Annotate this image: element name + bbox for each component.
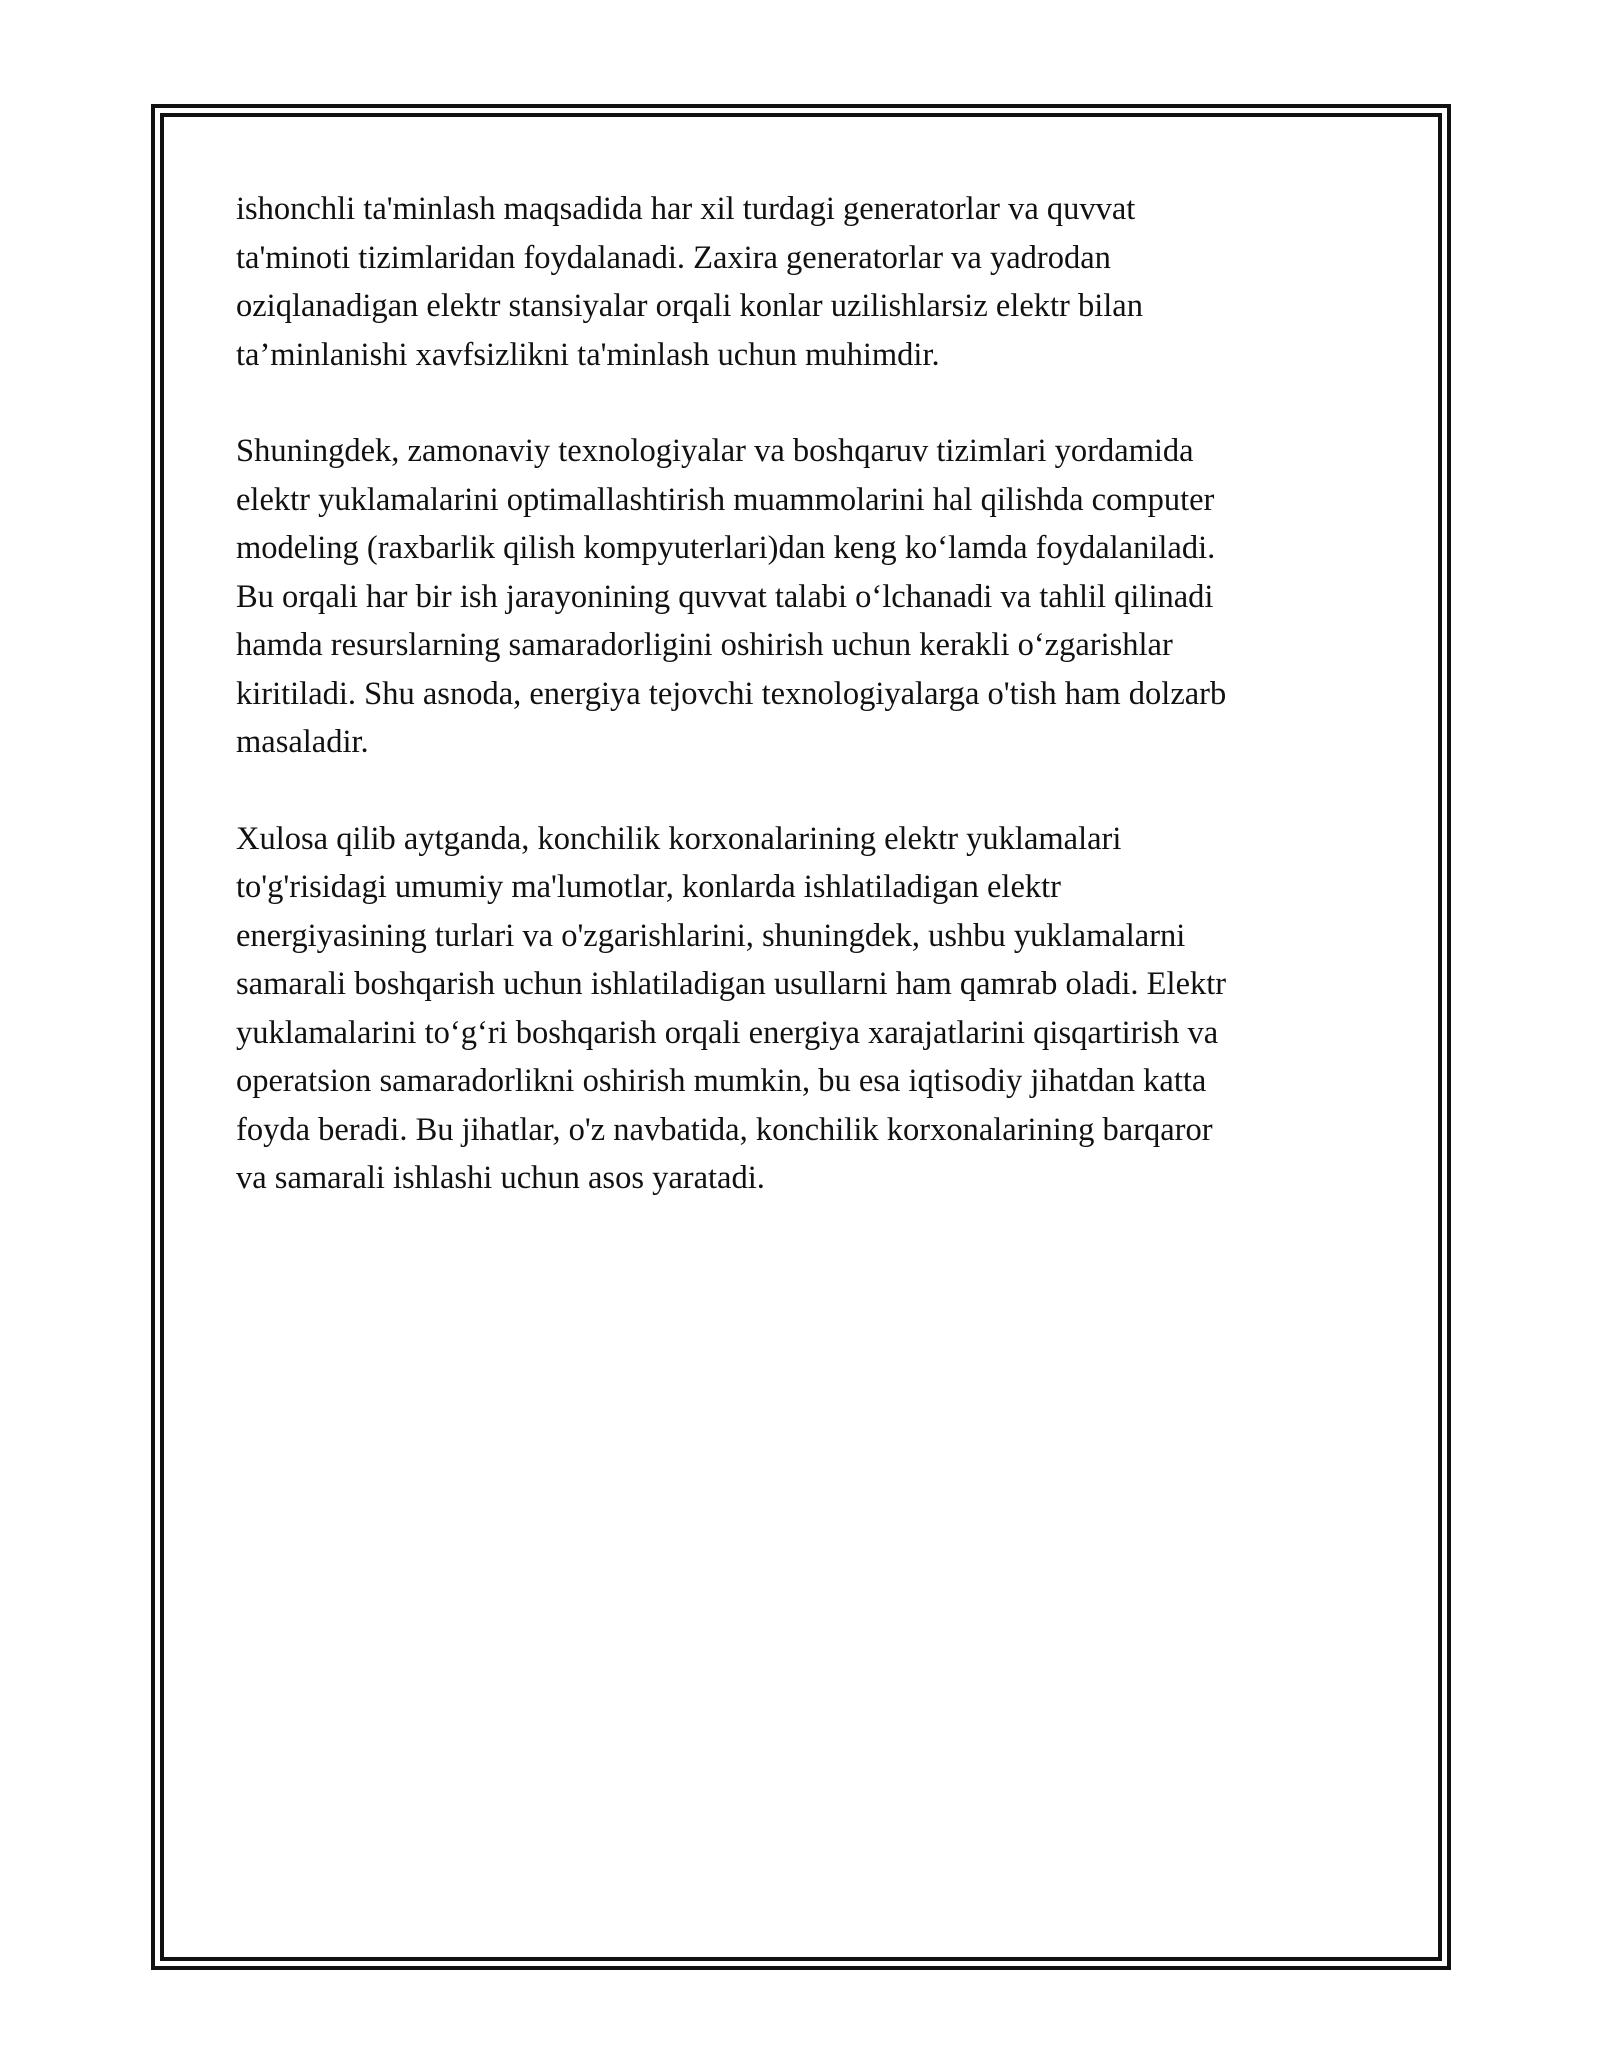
paragraph-optimization xyxy=(236,427,1366,767)
text-line: Shuningdek, zamonaviy texnologiyalar va boshqaruv tizimlari yordamida xyxy=(236,433,1194,469)
text-line: ta'minoti tizimlaridan foydalanadi. Zaxira generatorlar va yadrodan xyxy=(236,239,1111,276)
text-line: va samarali ishlashi uchun asos yaratadi. xyxy=(236,1160,765,1196)
text-line: Xulosa qilib aytganda, konchilik korxonalarining elektr yuklamalari xyxy=(236,820,1122,857)
text-line: yuklamalarini toʻgʻri boshqarish orqali energiya xarajatlarini qisqartirish va xyxy=(236,1014,1219,1051)
text-line: ishonchli ta'minlash maqsadida har xil turdagi generatorlar va quvvat xyxy=(236,191,1136,227)
text-line: oziqlanadigan elektr stansiyalar orqali konlar uzilishlarsiz elektr bilan xyxy=(236,288,1143,324)
page-content xyxy=(236,185,1366,1251)
text-line: Bu orqali har bir ish jarayonining quvvat talabi oʻlchanadi va tahlil qilinadi xyxy=(236,578,1214,615)
text-line: kiritiladi. Shu asnoda, energiya tejovchi texnologiyalarga o'tish ham dolzarb xyxy=(236,675,1227,712)
text-line: masaladir. xyxy=(236,724,369,760)
text-line: elektr yuklamalarini optimallashtirish muammolarini hal qilishda computer xyxy=(236,481,1215,518)
paragraph-power-supply xyxy=(236,185,1366,379)
text-line: modeling (raxbarlik qilish kompyuterlari)dan keng koʻlamda foydalaniladi. xyxy=(236,530,1216,566)
text-line: energiyasining turlari va o'zgarishlarini, shuningdek, ushbu yuklamalarni xyxy=(236,917,1186,954)
text-line: operatsion samaradorlikni oshirish mumkin, bu esa iqtisodiy jihatdan katta xyxy=(236,1063,1207,1099)
text-line: foyda beradi. Bu jihatlar, o'z navbatida, konchilik korxonalarining barqaror xyxy=(236,1111,1213,1148)
text-line: ta’minlanishi xavfsizlikni ta'minlash uchun muhimdir. xyxy=(236,336,940,373)
paragraph-conclusion xyxy=(236,815,1366,1203)
text-line: samarali boshqarish uchun ishlatiladigan usullarni ham qamrab oladi. Elektr xyxy=(236,966,1227,1002)
text-line: hamda resurslarning samaradorligini oshirish uchun kerakli oʻzgarishlar xyxy=(236,627,1173,663)
text-line: to'g'risidagi umumiy ma'lumotlar, konlarda ishlatiladigan elektr xyxy=(236,869,1061,905)
